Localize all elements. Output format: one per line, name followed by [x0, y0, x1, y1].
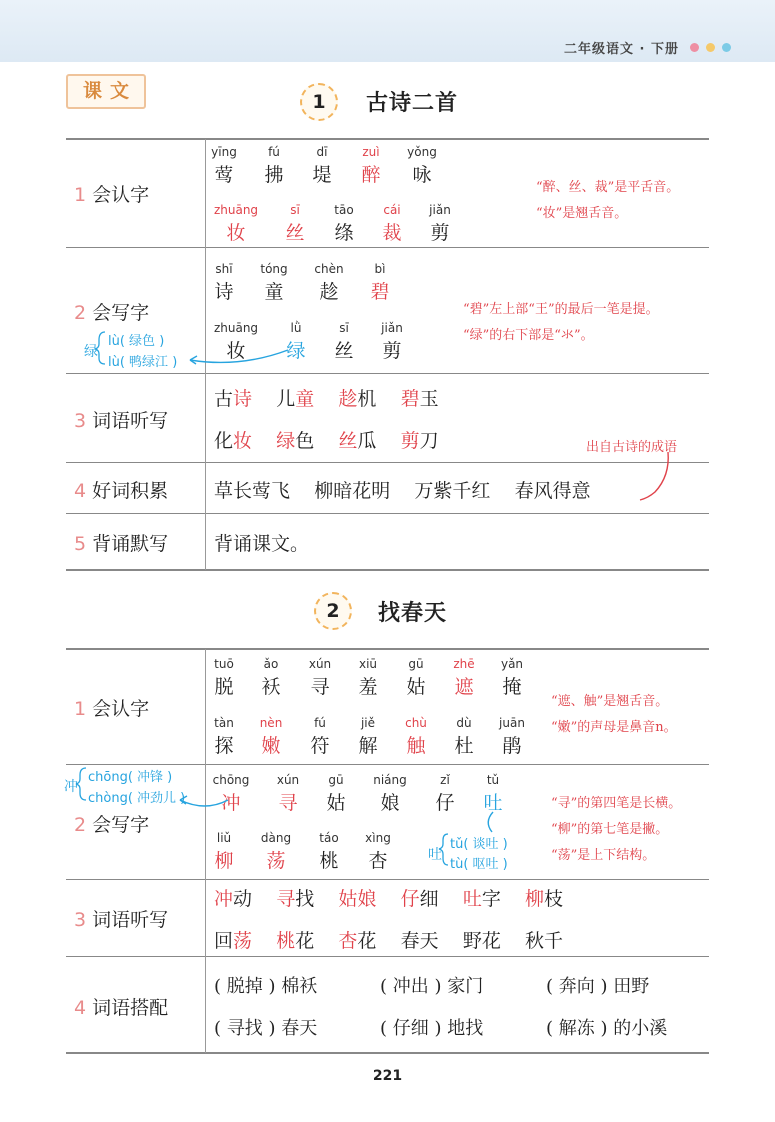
character: 探 [214, 735, 234, 757]
character: 剪 [382, 340, 402, 362]
pinyin: chù [405, 716, 427, 730]
lesson2-row-dictation: 3 词语听写 [74, 909, 169, 931]
pinyin: tàn [214, 716, 234, 730]
annotation-note: “绿”的右下部是“氺”。 [463, 328, 594, 343]
character: 寻 [310, 676, 330, 698]
annotation-note: “碧”左上部“王”的最后一笔是提。 [463, 302, 659, 317]
lesson1-title: 古诗二首 [366, 91, 459, 116]
character: 触 [406, 735, 426, 757]
character: 咏 [412, 164, 432, 186]
matching-item: ( 冲出 ) 家门 [380, 976, 484, 997]
lesson1-row-write: 2 会写字 [74, 302, 150, 324]
character: 袄 [261, 676, 281, 698]
character: 醉 [361, 164, 381, 186]
annotation-note: “寻”的第四笔是长横。 [551, 796, 682, 811]
pinyin: liǔ [216, 831, 232, 845]
character: 莺 [214, 164, 234, 186]
polyphone-char: 冲 [64, 779, 78, 795]
character: 绦 [334, 222, 354, 244]
pinyin: yǒng [407, 145, 437, 159]
pinyin: jiǎn [429, 203, 451, 217]
annotation-note: “柳”的第七笔是撇。 [551, 822, 669, 837]
pinyin: jiǎn [381, 321, 403, 335]
lesson1-row-recognize: 1 会认字 [74, 184, 150, 206]
dictation-words-line2: 化妆 绿色 丝瓜 剪刀 [214, 430, 439, 452]
character: 冲 [221, 792, 241, 814]
lesson2-row-matching: 4 词语搭配 [74, 997, 169, 1019]
pinyin: tuō [214, 657, 234, 671]
idiom-list: 草长莺飞 柳暗花明 万紫千红 春风得意 [214, 480, 591, 502]
matching-item: ( 寻找 ) 春天 [214, 1018, 318, 1039]
character: 柳 [214, 850, 234, 872]
pinyin: xún [308, 657, 332, 671]
character: 嫩 [261, 735, 281, 757]
pinyin: táo [319, 831, 339, 845]
dictation-words-line1: 古诗 儿童 趁机 碧玉 [214, 388, 439, 410]
character: 趁 [319, 281, 339, 303]
pinyin: tǔ [486, 773, 500, 787]
pinyin: zhē [453, 657, 475, 671]
lesson1-row-recite: 5 背诵默写 [74, 533, 169, 555]
lesson2-title: 找春天 [378, 601, 448, 626]
dictation-words-line2: 回荡 桃花 杏花 春天 野花 秋千 [214, 930, 564, 952]
pinyin: zhuāng [213, 321, 259, 335]
pinyin: dī [316, 145, 328, 159]
dictation-words-line1: 冲动 寻找 姑娘 仔细 吐字 柳枝 [214, 888, 564, 910]
character: 桃 [319, 850, 339, 872]
pinyin: dàng [260, 831, 292, 845]
character: 童 [264, 281, 284, 303]
pinyin: xìng [365, 831, 391, 845]
pinyin: ǎo [263, 657, 279, 671]
character: 拂 [264, 164, 284, 186]
character: 遮 [454, 676, 474, 698]
polyphone-char: 绿 [84, 344, 98, 360]
character: 堤 [312, 164, 332, 186]
book-title: 二年级语文 · 下册 [564, 42, 679, 57]
polyphone-reading: tù( 呕吐 ) [450, 857, 508, 872]
pinyin: xún [276, 773, 300, 787]
pinyin: gū [408, 657, 424, 671]
character: 妆 [226, 340, 246, 362]
character: 杏 [368, 850, 388, 872]
annotation-note: “妆”是翘舌音。 [536, 206, 628, 221]
pinyin: fú [314, 716, 326, 730]
pinyin: zǐ [440, 773, 450, 787]
lesson2-number: 2 [314, 592, 352, 630]
character: 剪 [430, 222, 450, 244]
character: 丝 [334, 340, 354, 362]
character: 符 [310, 735, 330, 757]
character: 裁 [382, 222, 402, 244]
character: 绿 [286, 340, 306, 362]
annotation-note: “荡”是上下结构。 [551, 848, 656, 863]
character: 姑 [326, 792, 346, 814]
character: 丝 [285, 222, 305, 244]
pinyin: yīng [211, 145, 237, 159]
lesson1-row-dictation: 3 词语听写 [74, 410, 169, 432]
matching-item: ( 解冻 ) 的小溪 [546, 1018, 668, 1039]
polyphone-reading: lù( 鸭绿江 ) [108, 355, 178, 370]
polyphone-reading: chòng( 冲劲儿 ) [88, 791, 186, 806]
character: 寻 [278, 792, 298, 814]
lesson1-row-idioms: 4 好词积累 [74, 480, 169, 502]
polyphone-reading: tǔ( 谈吐 ) [450, 837, 508, 852]
character: 杜 [454, 735, 474, 757]
annotation-note: “遮、触”是翘舌音。 [551, 694, 669, 709]
character: 诗 [214, 281, 234, 303]
matching-item: ( 仔细 ) 地找 [380, 1018, 484, 1039]
section-tag: 课文 [66, 74, 146, 109]
pinyin: zuì [362, 145, 380, 159]
pinyin: cái [383, 203, 401, 217]
polyphone-reading: chōng( 冲锋 ) [88, 770, 173, 785]
character: 仔 [435, 792, 455, 814]
pinyin: juān [499, 716, 525, 730]
pinyin: chōng [212, 773, 250, 787]
polyphone-char: 吐 [428, 847, 442, 863]
pinyin: niáng [373, 773, 407, 787]
matching-item: ( 脱掉 ) 棉袄 [214, 976, 318, 997]
pinyin: chèn [314, 262, 344, 276]
character: 羞 [358, 676, 378, 698]
pinyin: tóng [260, 262, 288, 276]
pinyin: zhuāng [213, 203, 259, 217]
page-number: 221 [372, 1068, 403, 1084]
pinyin: lǜ [290, 321, 302, 335]
pinyin: bì [374, 262, 386, 276]
pinyin: shī [215, 262, 233, 276]
pinyin: sī [339, 321, 349, 335]
pinyin: yǎn [500, 657, 524, 671]
character: 姑 [406, 676, 426, 698]
pinyin: xiū [358, 657, 378, 671]
pinyin: sī [290, 203, 300, 217]
character: 鹃 [502, 735, 522, 757]
character: 碧 [370, 281, 390, 303]
pinyin: fú [268, 145, 280, 159]
pinyin: jiě [360, 716, 376, 730]
character: 娘 [380, 792, 400, 814]
lesson1-number: 1 [300, 83, 338, 121]
character: 脱 [214, 676, 234, 698]
annotation-note: “醉、丝、裁”是平舌音。 [536, 180, 680, 195]
character: 掩 [502, 676, 522, 698]
character: 吐 [483, 792, 503, 814]
character: 荡 [266, 850, 286, 872]
pinyin: gū [328, 773, 344, 787]
character: 妆 [226, 222, 246, 244]
pinyin: tāo [334, 203, 354, 217]
pinyin: nèn [259, 716, 283, 730]
recite-text: 背诵课文。 [214, 533, 310, 555]
pinyin: dù [456, 716, 472, 730]
matching-item: ( 奔向 ) 田野 [546, 976, 650, 997]
character: 解 [358, 735, 378, 757]
lesson2-row-write: 2 会写字 [74, 814, 150, 836]
annotation-note: “嫩”的声母是鼻音n。 [551, 720, 677, 735]
lesson2-row-recognize: 1 会认字 [74, 698, 150, 720]
annotation-note: 出自古诗的成语 [586, 440, 678, 455]
polyphone-reading: lù( 绿色 ) [108, 334, 165, 349]
